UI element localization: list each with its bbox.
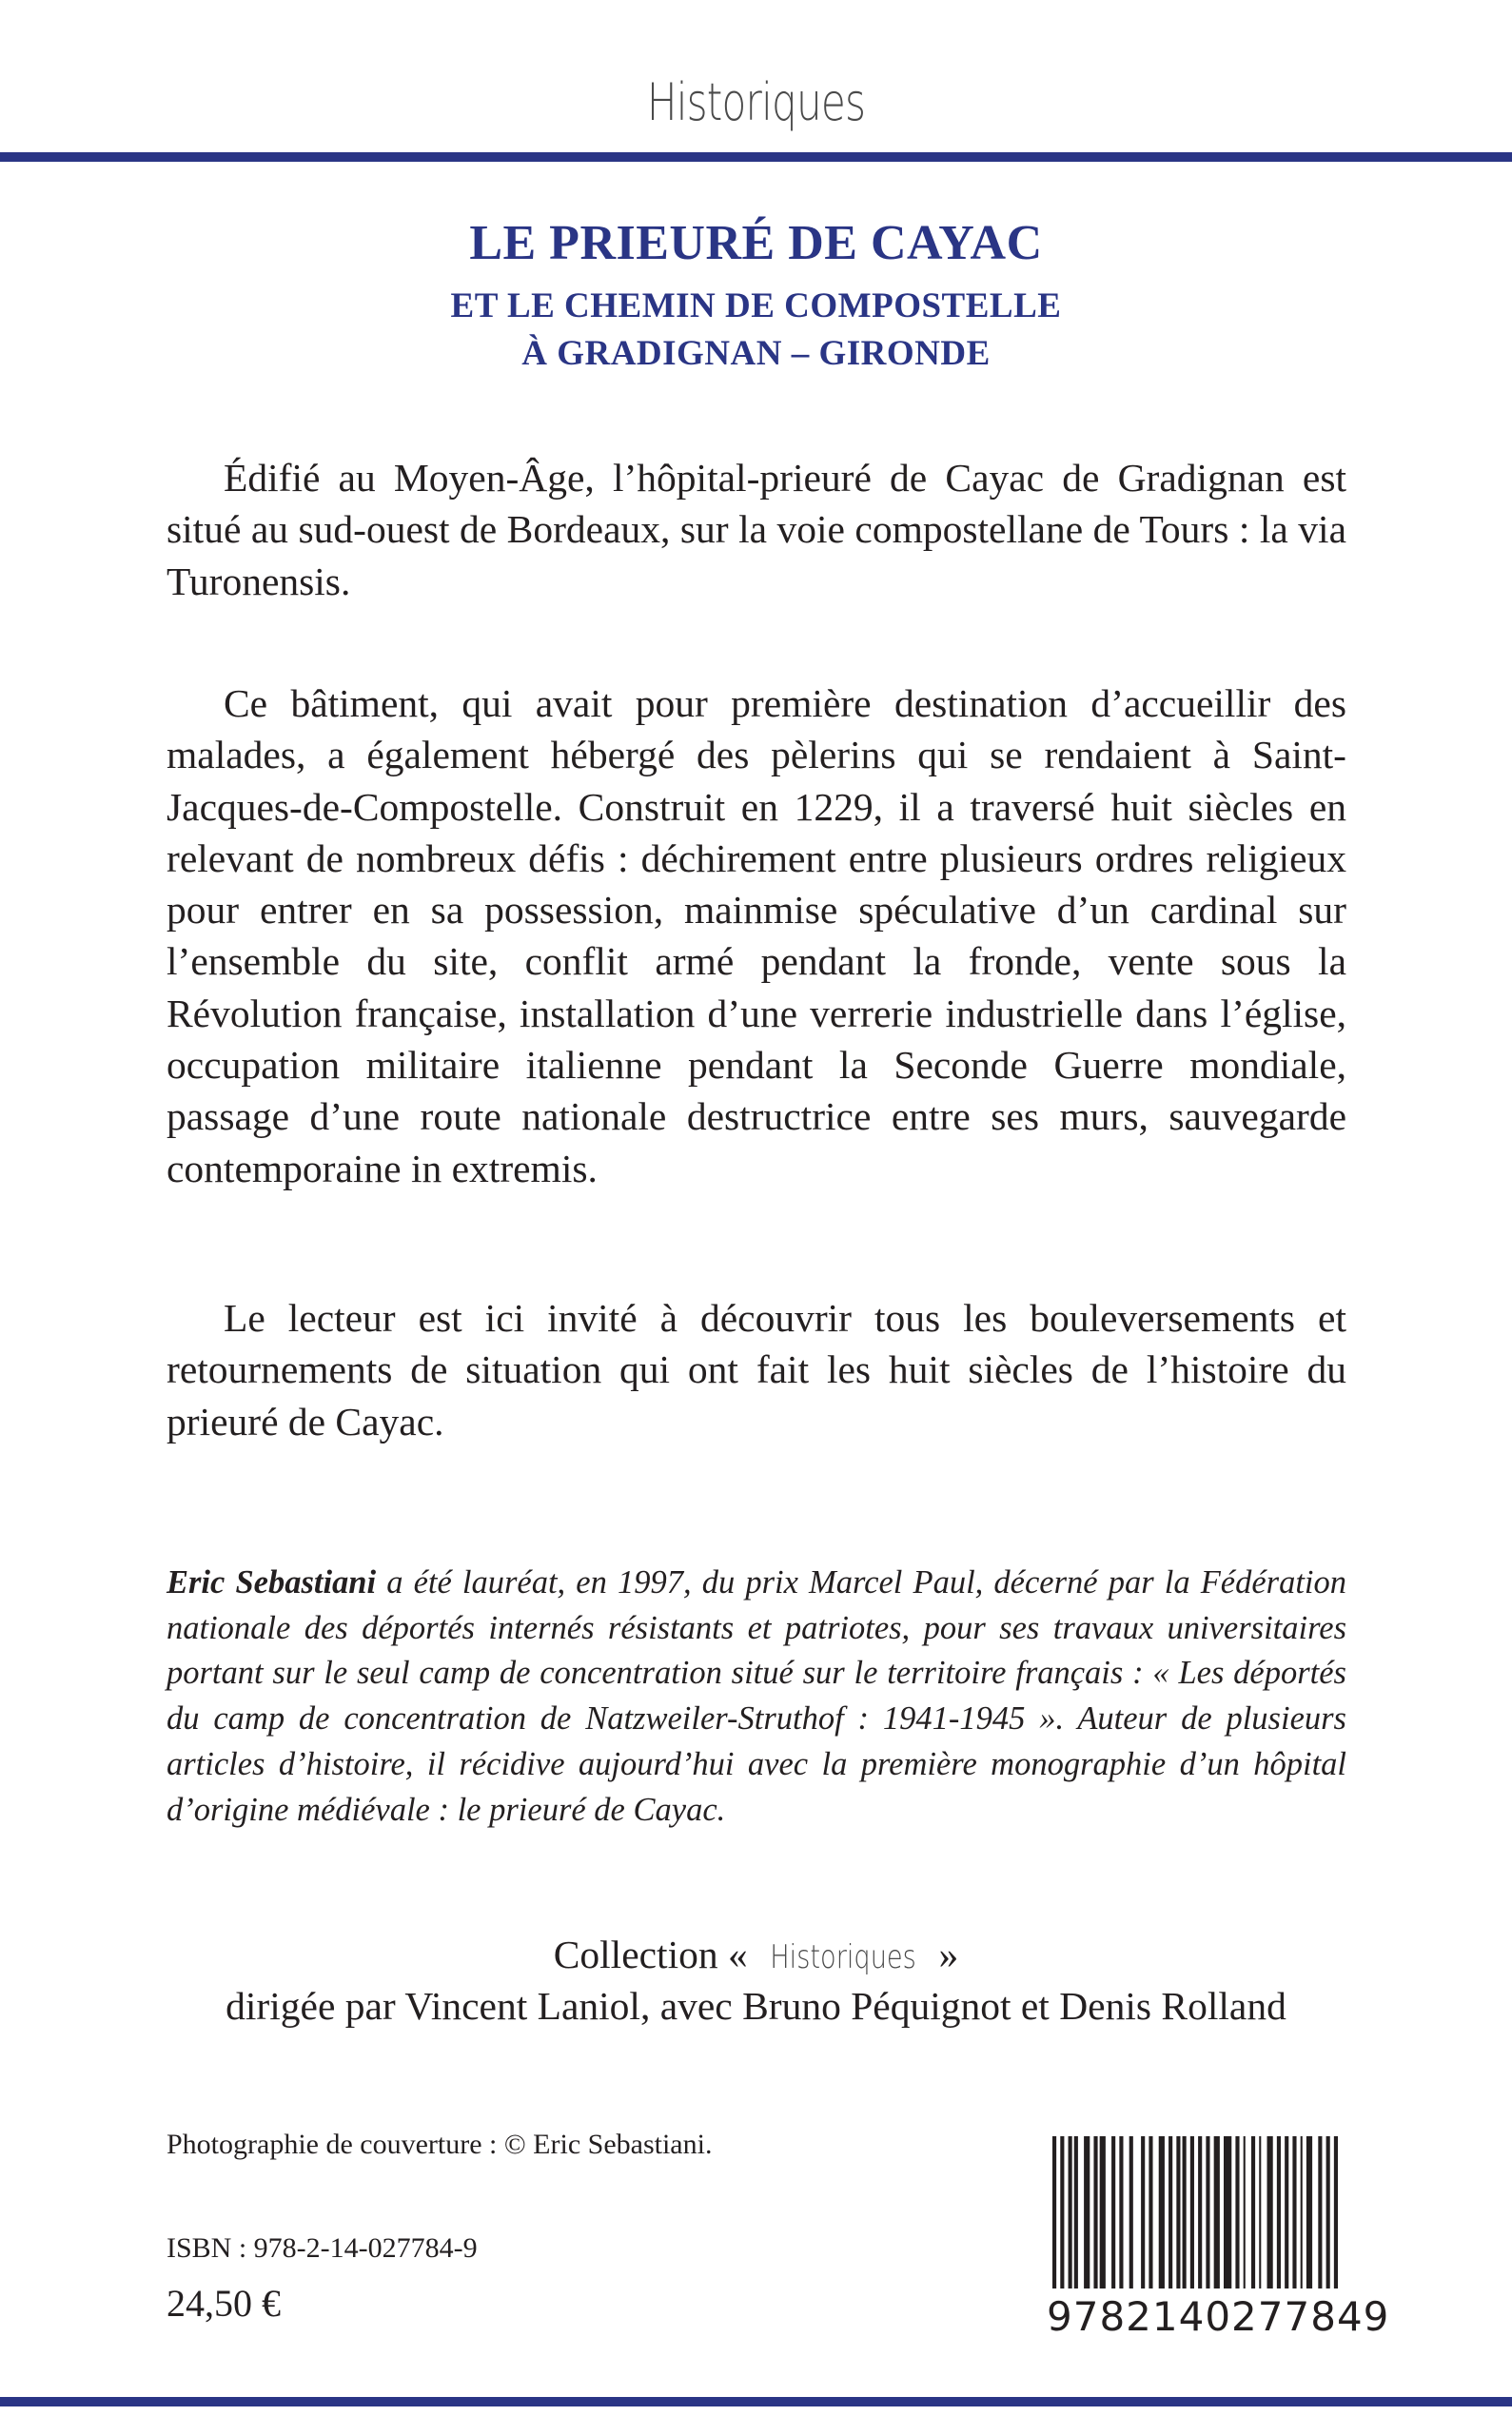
collection-suffix: » (938, 1933, 959, 1976)
barcode-bar (1334, 2136, 1338, 2288)
barcode-bar (1159, 2136, 1165, 2288)
barcode-bar (1149, 2136, 1152, 2288)
bottom-rule (0, 2397, 1512, 2406)
barcode-bar (1244, 2136, 1246, 2288)
barcode-bar (1206, 2136, 1209, 2288)
barcode-bar (1100, 2136, 1106, 2288)
summary-paragraph: Édifié au Moyen-Âge, l’hôpital-prieuré de Cayac de Gradignan est situé au sud-ouest de Bordeaux, sur la voie compostellane de Tours : la via Turonensis. (167, 456, 1346, 603)
barcode-bar (1326, 2136, 1330, 2288)
barcode-bar (1168, 2136, 1172, 2288)
barcode-bar (1141, 2136, 1145, 2288)
barcode-bar (1285, 2136, 1288, 2288)
barcode-bar (1111, 2136, 1115, 2288)
price: 24,50 € (167, 2282, 281, 2325)
author-bio-text: a été lauréat, en 1997, du prix Marcel Paul, décerné par la Fédération nationale des déportés internés résistants et patriotes, pour ses travaux universitaires portant sur le seul camp de concentration situé sur le territoire français : « Les déportés du camp de concentration de Natzweiler-Struthof : 1941-1945 ». Auteur de plusieurs articles d’histoire, il récidive aujourd’hui avec la première monographie d’un hôpital d’origine médiévale : le prieuré de Cayac. (167, 1564, 1346, 1828)
barcode-bar (1093, 2136, 1097, 2288)
collection-series-logo: Historiques (770, 1938, 916, 1976)
book-title: LE PRIEURÉ DE CAYAC (469, 216, 1043, 270)
collection-directors: dirigée par Vincent Laniol, avec Bruno Péquignot et Denis Rolland (226, 1984, 1286, 2028)
barcode-bar (1052, 2136, 1056, 2288)
author-name: Eric Sebastiani (167, 1564, 377, 1601)
collection-prefix: Collection « (553, 1933, 748, 1976)
barcode-bar (1074, 2136, 1078, 2288)
barcode-bar (1224, 2136, 1231, 2288)
barcode-bar (1267, 2136, 1273, 2288)
series-logo: Historiques (646, 72, 866, 132)
author-bio (167, 1561, 1346, 1833)
collection-line (0, 1932, 1512, 1977)
barcode-bar (1214, 2136, 1220, 2288)
barcode-digits: 9782140277849 (1047, 2293, 1390, 2340)
barcode-bar (1292, 2136, 1296, 2288)
barcode-bar (1259, 2136, 1261, 2288)
isbn: ISBN : 978-2-14-027784-9 (167, 2232, 478, 2264)
barcode-bar (1198, 2136, 1202, 2288)
barcode-bar (1301, 2136, 1303, 2288)
barcode-bar (1251, 2136, 1255, 2288)
barcode-bar (1060, 2136, 1064, 2288)
barcode-bar (1235, 2136, 1239, 2288)
barcode-bar (1176, 2136, 1180, 2288)
summary-paragraph: Le lecteur est ici invité à découvrir tous les bouleversements et retournements de situation qui ont fait les huit siècles de l’histoire du prieuré de Cayac. (167, 1296, 1346, 1444)
book-subtitle-line2: À GRADIGNAN – GIRONDE (521, 334, 991, 373)
barcode-bar (1277, 2136, 1281, 2288)
barcode-bars (1047, 2136, 1346, 2288)
barcode-bar (1084, 2136, 1090, 2288)
top-rule (0, 152, 1512, 162)
barcode-bar (1306, 2136, 1312, 2288)
summary-paragraph: Ce bâtiment, qui avait pour première destination d’accueillir des malades, a également hébergé des pèlerins qui se rendaient à Saint-Jacques-de-Compostelle. Construit en 1229, il a traversé huit siècles en relevant de nombreux défis : déchirement entre plusieurs ordres religieux pour entrer en sa possession, mainmise spéculative d’un cardinal sur l’ensemble du site, conflit armé pendant la fronde, vente sous la Révolution française, installation d’une verrerie industrielle dans l’église, occupation militaire italienne pendant la Seconde Guerre mondiale, passage d’une route nationale destructrice entre ses murs, sauvegarde contemporaine in extremis. (167, 681, 1346, 1190)
barcode-bar (1183, 2136, 1187, 2288)
barcode-bar (1190, 2136, 1194, 2288)
barcode-bar (1069, 2136, 1072, 2288)
photo-credit: Photographie de couverture : © Eric Sebastiani. (167, 2129, 713, 2160)
barcode-bar (1129, 2136, 1133, 2288)
barcode-bar (1318, 2136, 1322, 2288)
barcode-bar (1119, 2136, 1123, 2288)
book-subtitle-line1: ET LE CHEMIN DE COMPOSTELLE (450, 286, 1062, 325)
